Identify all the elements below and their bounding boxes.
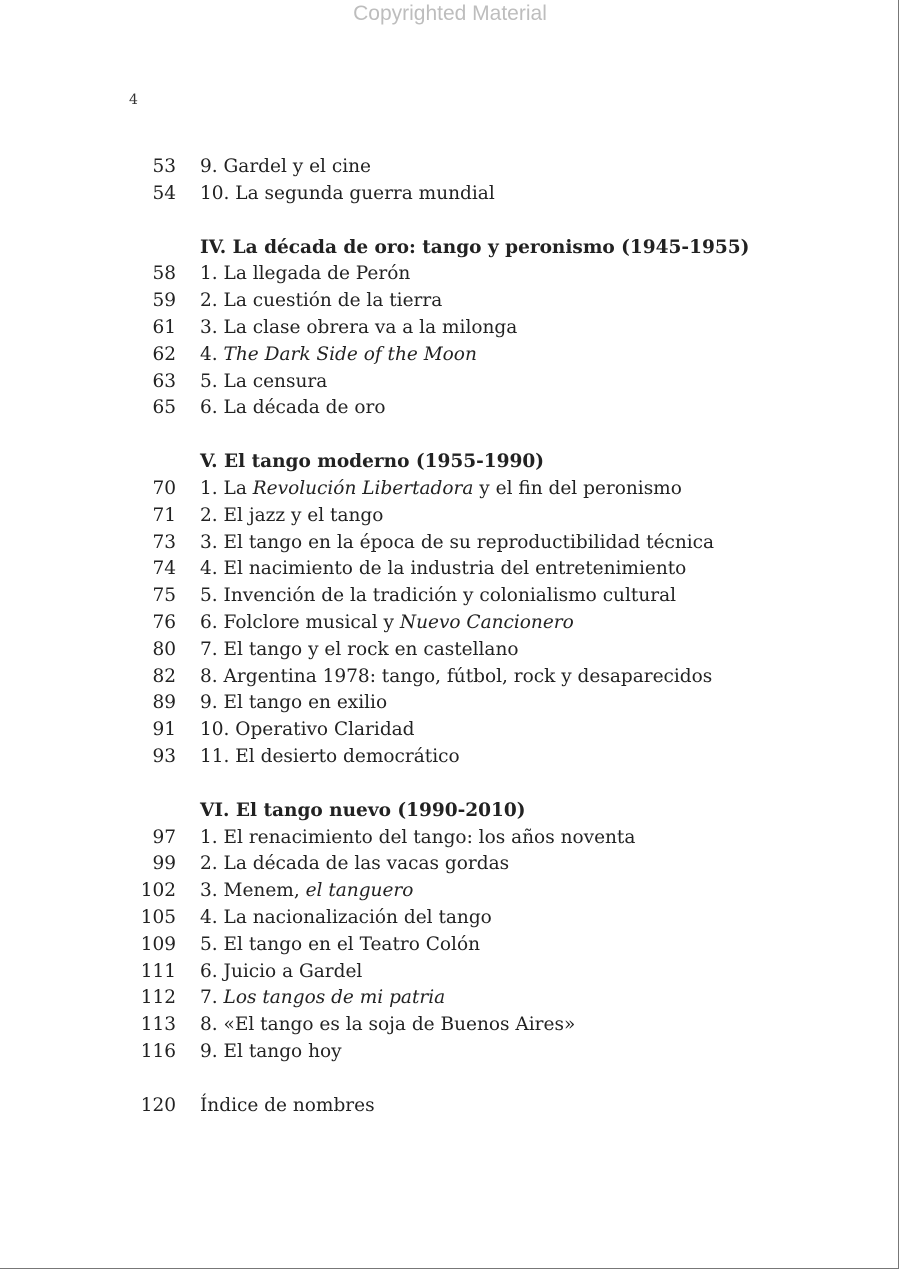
watermark: Copyrighted Material: [353, 2, 547, 25]
toc-entry-title: [200, 744, 460, 770]
toc-title-text: 2. El jazz y el tango: [200, 504, 384, 526]
toc-page-number: 65: [152, 397, 176, 419]
toc-entry-title: [200, 932, 480, 958]
toc-page-number: 76: [152, 612, 176, 633]
toc-title-text: 9. El tango en exilio: [200, 692, 388, 714]
toc-title-text: y el fin del peronismo: [473, 478, 682, 499]
toc-title-text: 9. Gardel y el cine: [200, 156, 371, 177]
toc-entry-title: [200, 878, 413, 904]
toc-entry-title: [200, 825, 635, 851]
toc-title-italic: Los tangos de mi patria: [223, 987, 446, 1009]
toc-page-number: 62: [152, 343, 176, 365]
toc-entry-title: [200, 288, 442, 314]
toc-title-text: 4. La nacionalización del tango: [200, 907, 492, 928]
toc-entry-title: [200, 1012, 575, 1038]
toc-page-number: 97: [152, 826, 176, 848]
toc-page-number: 54: [152, 182, 176, 204]
toc-page-number: 58: [152, 263, 176, 285]
section-heading: V. El tango moderno (1955-1990): [200, 451, 545, 473]
toc-page-number: 63: [152, 370, 176, 392]
toc-title-text: Índice de nombres: [200, 1094, 375, 1116]
section-heading: IV. La década de oro: tango y peronismo (1945-1955): [200, 236, 750, 258]
toc-page-number: 59: [152, 290, 176, 312]
toc-title-text: 3. La clase obrera va a la milonga: [200, 317, 518, 338]
toc-entry-title: [200, 476, 682, 502]
toc-title-text: 5. Invención de la tradición y colonialismo cultural: [200, 585, 677, 607]
toc-page-number: 70: [152, 478, 176, 499]
toc-entry-title: [200, 395, 385, 421]
toc-entry-title: [200, 690, 387, 716]
toc-title-text: 10. La segunda guerra mundial: [200, 182, 495, 204]
toc-entry-title: [200, 959, 362, 985]
toc-page-number: 74: [152, 558, 176, 580]
toc-title-text: 1. La: [200, 478, 253, 499]
toc-page-number: 80: [152, 638, 176, 660]
toc-page-number: 91: [152, 719, 176, 741]
toc-entry-title: [200, 583, 676, 609]
toc-page-number: 111: [140, 960, 176, 982]
toc-page-number: 116: [140, 1041, 176, 1062]
toc-title-text: 11. El desierto democrático: [200, 746, 460, 767]
toc-page-number: 71: [152, 504, 176, 526]
toc-entry-title: [200, 261, 410, 287]
toc-entry-title: [200, 556, 686, 582]
toc-title-text: 6. Folclore musical y: [200, 612, 400, 633]
toc-page-number: 120: [140, 1094, 176, 1116]
toc-page-number: 61: [152, 317, 176, 338]
toc-entry-title: [200, 1093, 375, 1119]
toc-title-text: 2. La cuestión de la tierra: [200, 290, 443, 312]
toc-title-text: 5. La censura: [200, 370, 328, 392]
toc-title-italic: el tanguero: [305, 880, 414, 902]
toc-page-number: 102: [140, 880, 176, 902]
toc-title-text: 3. Menem,: [200, 880, 306, 902]
section-heading: VI. El tango nuevo (1990-2010): [200, 799, 526, 821]
toc-entry-title: [200, 610, 574, 636]
toc-entry-title: [200, 717, 415, 743]
toc-page-number: 75: [152, 585, 176, 607]
toc-page-number: 105: [140, 907, 176, 928]
toc-title-italic: Nuevo Cancionero: [399, 612, 574, 633]
toc-page-number: 82: [152, 665, 176, 687]
toc-title-text: 1. La llegada de Perón: [200, 263, 411, 285]
toc-page-number: 109: [140, 933, 176, 955]
toc-entry-title: [200, 315, 517, 341]
toc-title-text: 8. «El tango es la soja de Buenos Aires»: [200, 1014, 576, 1036]
toc-page-number: 112: [140, 987, 176, 1009]
toc-page-number: 73: [152, 531, 176, 553]
toc-title-text: 5. El tango en el Teatro Colón: [200, 933, 481, 955]
toc-entry-title: [200, 154, 371, 180]
toc-page-number: 53: [152, 156, 176, 177]
toc-page-number: 113: [140, 1014, 176, 1036]
toc-title-text: 2. La década de las vacas gordas: [200, 853, 510, 875]
toc-entry-title: [200, 1039, 342, 1065]
toc-entry-title: [200, 503, 383, 529]
toc-title-text: 4. El nacimiento de la industria del entretenimiento: [200, 558, 687, 580]
toc-entry-title: [200, 985, 445, 1011]
toc-title-text: 6. Juicio a Gardel: [200, 960, 363, 982]
toc-entry-title: [200, 851, 509, 877]
toc-entry-title: [200, 905, 492, 931]
toc-page-number: 99: [152, 853, 176, 875]
toc-title-text: 9. El tango hoy: [200, 1041, 342, 1062]
toc-title-text: 10. Operativo Claridad: [200, 719, 415, 741]
toc-title-text: 7. El tango y el rock en castellano: [200, 638, 519, 660]
page-number: 4: [129, 92, 138, 108]
toc-page-number: 89: [152, 692, 176, 714]
toc-entry-title: [200, 637, 519, 663]
toc-page-number: 93: [152, 746, 176, 767]
toc-title-text: 4.: [200, 343, 224, 365]
toc-title-text: 3. El tango en la época de su reproductibilidad técnica: [200, 531, 715, 553]
toc-title-text: 1. El renacimiento del tango: los años noventa: [200, 826, 636, 848]
toc-entry-title: [200, 342, 477, 368]
toc-entry-title: [200, 369, 327, 395]
toc-title-text: 7.: [200, 987, 224, 1009]
toc-entry-title: [200, 664, 712, 690]
toc-title-italic: The Dark Side of the Moon: [223, 343, 477, 365]
toc-title-text: 6. La década de oro: [200, 397, 386, 419]
toc-entry-title: [200, 530, 714, 556]
toc-entry-title: [200, 181, 495, 207]
toc-title-italic: Revolución Libertadora: [252, 478, 474, 499]
toc-title-text: 8. Argentina 1978: tango, fútbol, rock y desaparecidos: [200, 665, 713, 687]
